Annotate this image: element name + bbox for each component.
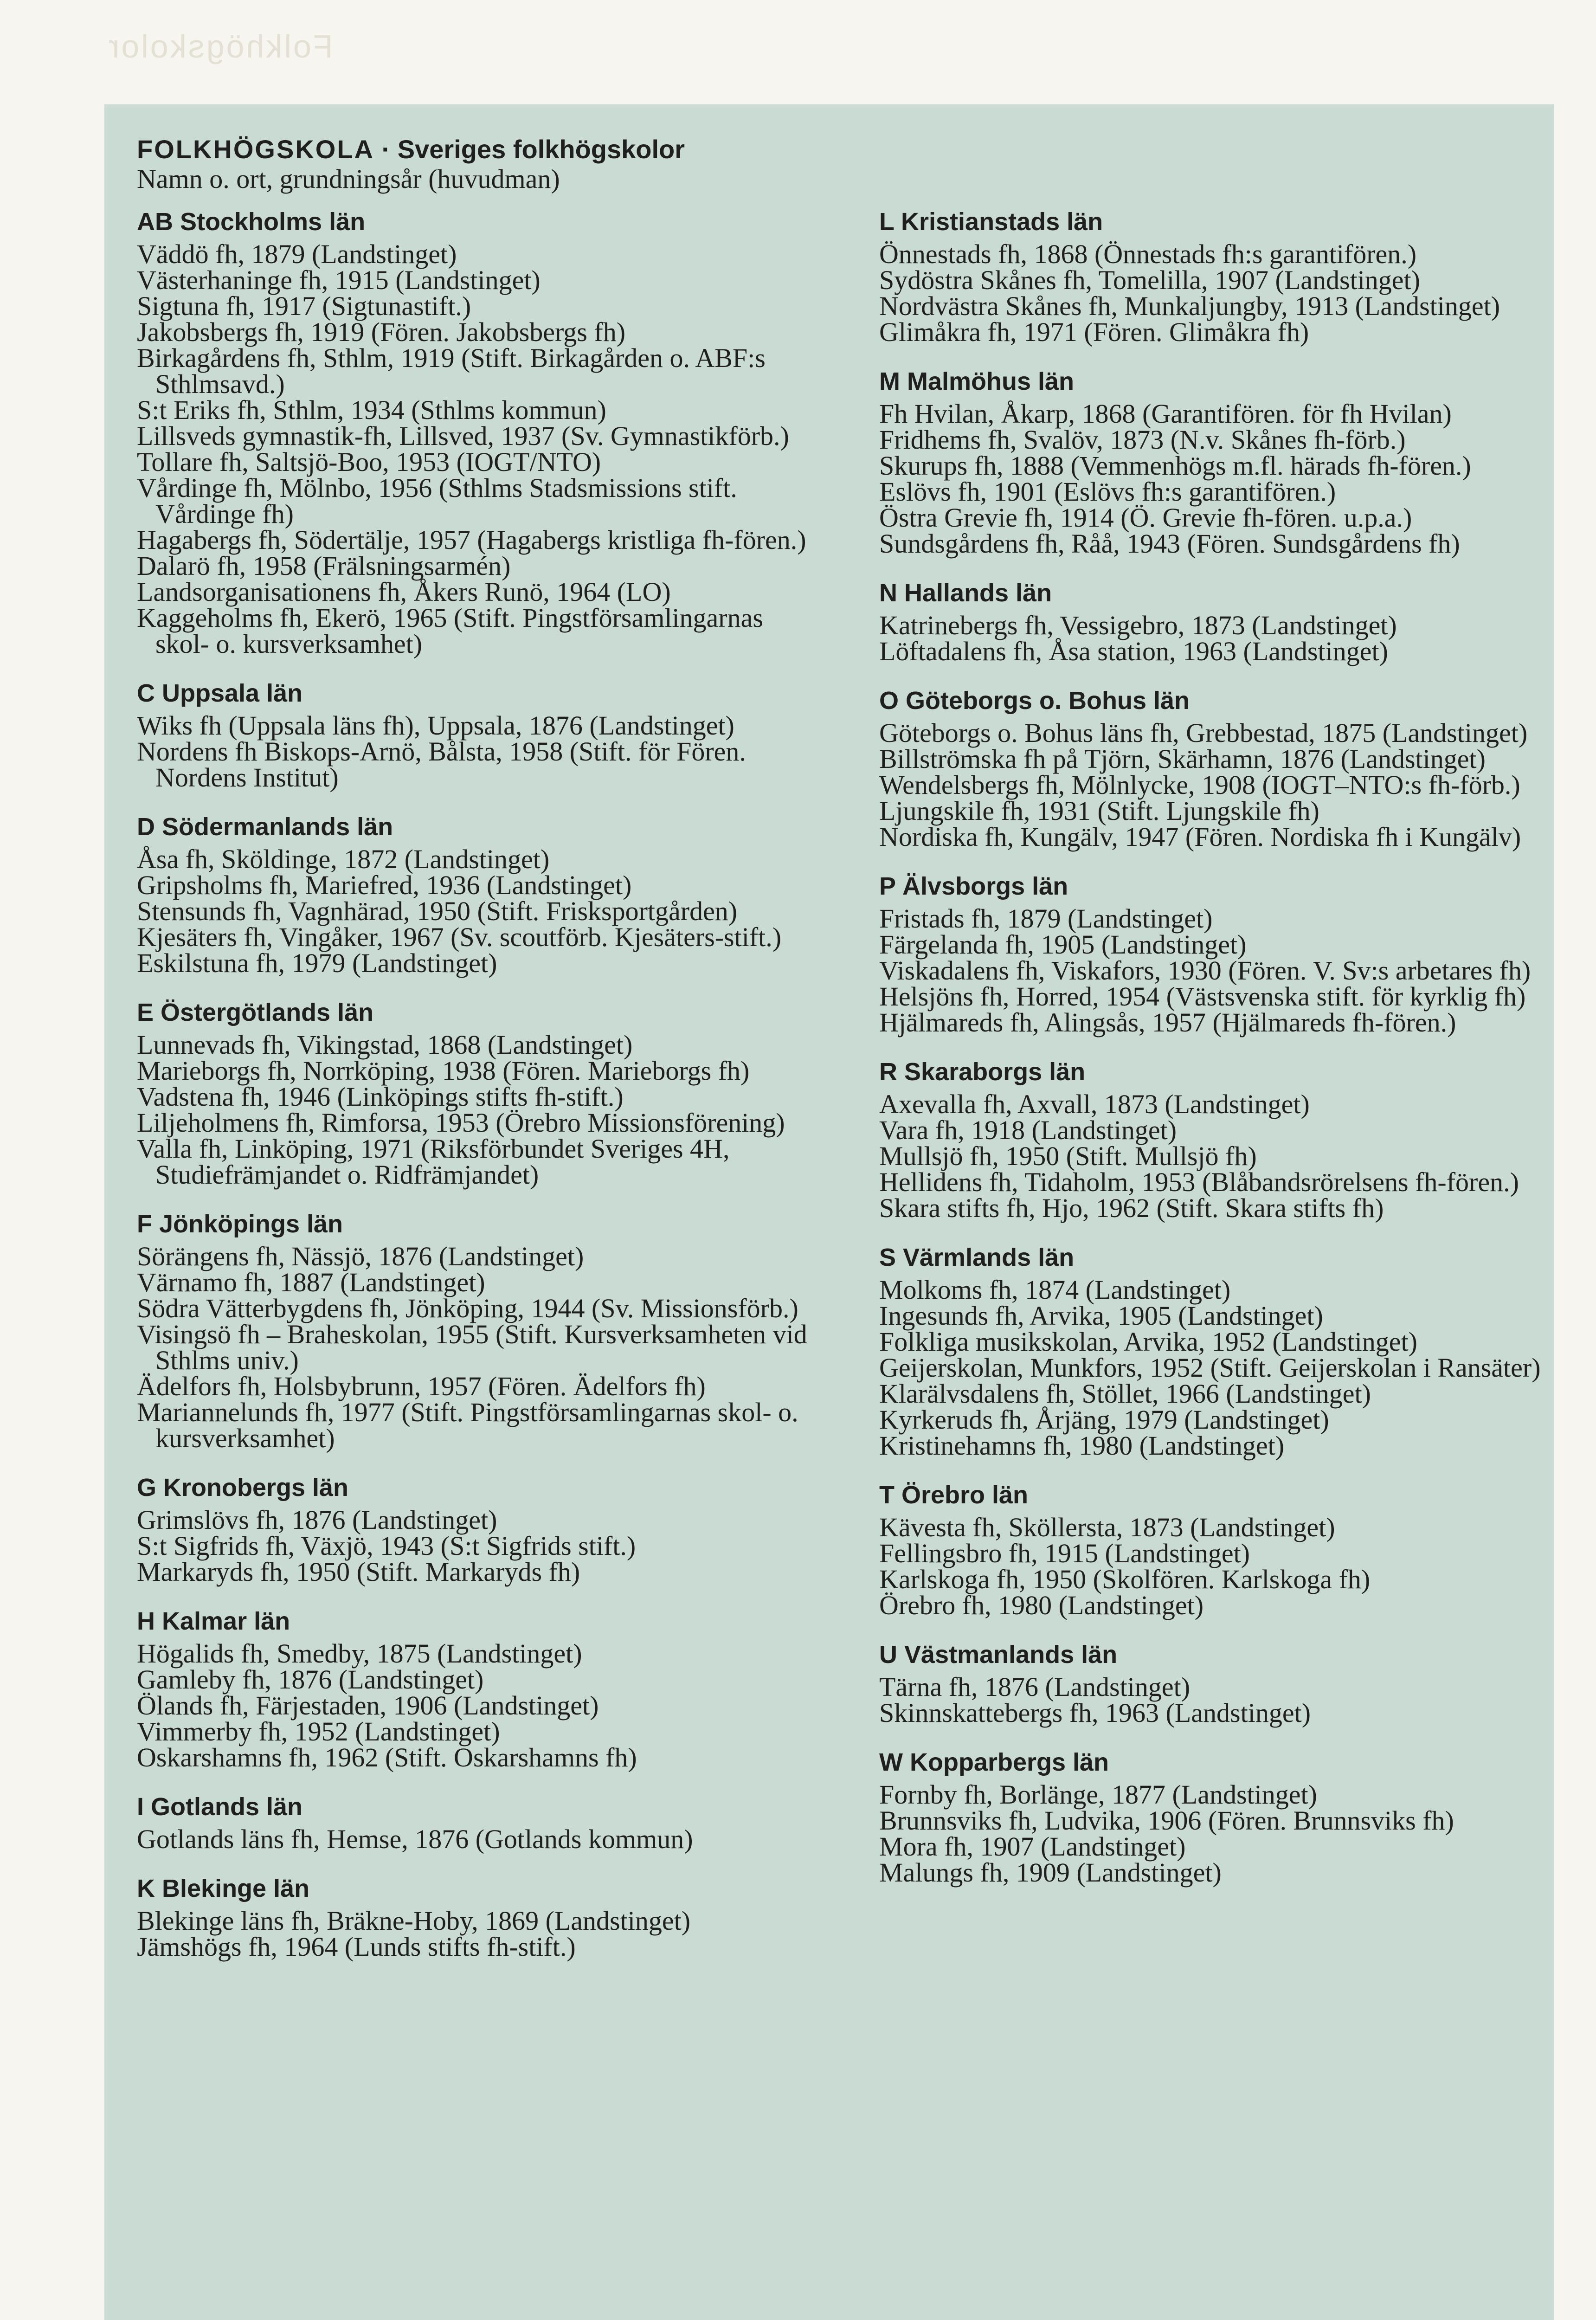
school-entry: Mullsjö fh, 1950 (Stift. Mullsjö fh) xyxy=(879,1141,1257,1171)
school-entry: Birkagårdens fh, Sthlm, 1919 (Stift. Birkagården o. ABF:s Sthlmsavd.) xyxy=(137,343,766,399)
county-section xyxy=(879,207,1552,345)
school-entry: Sundsgårdens fh, Råå, 1943 (Fören. Sundsgårdens fh) xyxy=(879,528,1460,559)
county-heading: S Värmlands län xyxy=(879,1244,1075,1271)
county-heading: L Kristianstads län xyxy=(879,208,1103,236)
school-entry: Nordvästra Skånes fh, Munkaljungby, 1913 (Landstinget) xyxy=(879,291,1500,321)
county-section xyxy=(879,1480,1552,1618)
school-entry: Kaggeholms fh, Ekerö, 1965 (Stift. Pingstförsamlingarnas skol- o. kursverksamhet) xyxy=(137,603,763,659)
school-entry: Hellidens fh, Tidaholm, 1953 (Blåbandsrörelsens fh-fören.) xyxy=(879,1167,1519,1197)
panel-legend: Namn o. ort, grundningsår (huvudman) xyxy=(137,164,560,194)
county-section xyxy=(879,1747,1552,1886)
school-entry: Önnestads fh, 1868 (Önnestads fh:s garantifören.) xyxy=(879,239,1417,269)
school-entry: Kristinehamns fh, 1980 (Landstinget) xyxy=(879,1431,1285,1461)
school-entry: Mariannelunds fh, 1977 (Stift. Pingstförsamlingarnas skol- o. kursverksamhet) xyxy=(137,1397,798,1453)
county-section xyxy=(137,1209,810,1451)
school-entry: Visingsö fh – Braheskolan, 1955 (Stift. Kursverksamheten vid Sthlms univ.) xyxy=(137,1319,807,1375)
school-entry: Sörängens fh, Nässjö, 1876 (Landstinget) xyxy=(137,1241,584,1271)
county-heading: U Västmanlands län xyxy=(879,1641,1118,1669)
county-heading: C Uppsala län xyxy=(137,679,303,707)
school-entry: Marieborgs fh, Norrköping, 1938 (Fören. Marieborgs fh) xyxy=(137,1056,750,1086)
school-entry: Eslövs fh, 1901 (Eslövs fh:s garantifören.) xyxy=(879,477,1336,507)
school-entry: Helsjöns fh, Horred, 1954 (Västsvenska stift. för kyrklig fh) xyxy=(879,981,1526,1012)
school-entry: Vimmerby fh, 1952 (Landstinget) xyxy=(137,1716,500,1746)
school-entry: Södra Vätterbygdens fh, Jönköping, 1944 (Sv. Missionsförb.) xyxy=(137,1293,798,1323)
county-section xyxy=(879,686,1552,850)
school-entry: Nordens fh Biskops-Arnö, Bålsta, 1958 (Stift. för Fören. Nordens Institut) xyxy=(137,736,746,793)
school-entry: Ljungskile fh, 1931 (Stift. Ljungskile fh) xyxy=(879,796,1319,826)
county-heading: E Östergötlands län xyxy=(137,999,374,1026)
school-entry: S:t Eriks fh, Sthlm, 1934 (Sthlms kommun) xyxy=(137,395,606,425)
school-entry: Gotlands läns fh, Hemse, 1876 (Gotlands kommun) xyxy=(137,1824,693,1854)
school-entry: Göteborgs o. Bohus läns fh, Grebbestad, 1875 (Landstinget) xyxy=(879,718,1528,748)
county-section xyxy=(137,1792,810,1852)
school-entry: Fornby fh, Borlänge, 1877 (Landstinget) xyxy=(879,1779,1317,1810)
county-heading: T Örebro län xyxy=(879,1481,1029,1509)
school-entry: Brunnsviks fh, Ludvika, 1906 (Fören. Brunnsviks fh) xyxy=(879,1805,1454,1836)
county-heading: N Hallands län xyxy=(879,579,1052,607)
school-entry: Vara fh, 1918 (Landstinget) xyxy=(879,1115,1177,1145)
school-entry: Löftadalens fh, Åsa station, 1963 (Landstinget) xyxy=(879,636,1388,666)
school-entry: Liljeholmens fh, Rimforsa, 1953 (Örebro Missionsförening) xyxy=(137,1108,785,1138)
county-heading: I Gotlands län xyxy=(137,1793,303,1821)
school-entry: Vadstena fh, 1946 (Linköpings stifts fh-stift.) xyxy=(137,1082,624,1112)
title-subtitle: Sveriges folkhögskolor xyxy=(397,135,685,164)
school-entry: Karlskoga fh, 1950 (Skolfören. Karlskoga fh) xyxy=(879,1564,1371,1594)
school-entry: Ingesunds fh, Arvika, 1905 (Landstinget) xyxy=(879,1301,1323,1331)
title-keyword: FOLKHÖGSKOLA xyxy=(137,135,374,164)
county-section xyxy=(879,1243,1552,1459)
county-heading: O Göteborgs o. Bohus län xyxy=(879,687,1190,715)
school-entry: Viskadalens fh, Viskafors, 1930 (Fören. V. Sv:s arbetares fh) xyxy=(879,955,1531,986)
school-entry: Wiks fh (Uppsala läns fh), Uppsala, 1876 (Landstinget) xyxy=(137,710,734,741)
school-entry: Vårdinge fh, Mölnbo, 1956 (Sthlms Stadsmissions stift. Vårdinge fh) xyxy=(137,473,737,529)
school-entry: Nordiska fh, Kungälv, 1947 (Fören. Nordiska fh i Kungälv) xyxy=(879,822,1521,852)
school-entry: Jakobsbergs fh, 1919 (Fören. Jakobsbergs fh) xyxy=(137,317,626,347)
county-heading: D Södermanlands län xyxy=(137,813,393,841)
county-heading: K Blekinge län xyxy=(137,1875,310,1902)
bleed-through-text: Folkhögskolor xyxy=(107,28,333,64)
school-entry: Markaryds fh, 1950 (Stift. Markaryds fh) xyxy=(137,1557,580,1587)
county-heading: M Malmöhus län xyxy=(879,367,1075,395)
school-entry: Skara stifts fh, Hjo, 1962 (Stift. Skara stifts fh) xyxy=(879,1193,1384,1223)
school-entry: Folkliga musikskolan, Arvika, 1952 (Landstinget) xyxy=(879,1327,1417,1357)
school-entry: Ölands fh, Färjestaden, 1906 (Landstinget) xyxy=(137,1690,599,1721)
school-entry: Dalarö fh, 1958 (Frälsningsarmén) xyxy=(137,551,511,581)
school-entry: Lillsveds gymnastik-fh, Lillsved, 1937 (Sv. Gymnastikförb.) xyxy=(137,421,789,451)
school-entry: Jämshögs fh, 1964 (Lunds stifts fh-stift.) xyxy=(137,1932,576,1962)
school-entry: Fellingsbro fh, 1915 (Landstinget) xyxy=(879,1538,1250,1568)
school-entry: Västerhaninge fh, 1915 (Landstinget) xyxy=(137,265,541,295)
school-entry: Malungs fh, 1909 (Landstinget) xyxy=(879,1857,1222,1888)
school-entry: Kjesäters fh, Vingåker, 1967 (Sv. scoutförb. Kjesäters-stift.) xyxy=(137,922,782,952)
school-entry: Blekinge läns fh, Bräkne-Hoby, 1869 (Landstinget) xyxy=(137,1906,691,1936)
columns xyxy=(137,207,1541,1981)
school-entry: Färgelanda fh, 1905 (Landstinget) xyxy=(879,929,1247,960)
school-entry: Axevalla fh, Axvall, 1873 (Landstinget) xyxy=(879,1089,1310,1119)
county-section xyxy=(879,367,1552,557)
county-section xyxy=(879,578,1552,664)
folkhogskola-panel xyxy=(104,104,1554,2320)
county-heading: G Kronobergs län xyxy=(137,1474,349,1502)
school-entry: Fh Hvilan, Åkarp, 1868 (Garantifören. för fh Hvilan) xyxy=(879,399,1452,429)
county-heading: F Jönköpings län xyxy=(137,1210,343,1238)
school-entry: Hagabergs fh, Södertälje, 1957 (Hagabergs kristliga fh-fören.) xyxy=(137,525,806,555)
school-entry: Grimslövs fh, 1876 (Landstinget) xyxy=(137,1505,497,1535)
school-entry: Sigtuna fh, 1917 (Sigtunastift.) xyxy=(137,291,471,321)
school-entry: Molkoms fh, 1874 (Landstinget) xyxy=(879,1275,1231,1305)
school-entry: Lunnevads fh, Vikingstad, 1868 (Landstinget) xyxy=(137,1030,633,1060)
school-entry: Örebro fh, 1980 (Landstinget) xyxy=(879,1590,1204,1620)
school-entry: Geijerskolan, Munkfors, 1952 (Stift. Geijerskolan i Ransäter) xyxy=(879,1353,1541,1383)
county-section xyxy=(879,1057,1552,1221)
school-entry: Kyrkeruds fh, Årjäng, 1979 (Landstinget) xyxy=(879,1405,1329,1435)
school-entry: Skurups fh, 1888 (Vemmenhögs m.fl. härads fh-fören.) xyxy=(879,451,1471,481)
county-heading: AB Stockholms län xyxy=(137,208,366,236)
school-entry: Östra Grevie fh, 1914 (Ö. Grevie fh-fören. u.p.a.) xyxy=(879,503,1412,533)
panel-title xyxy=(137,135,1526,164)
school-entry: Tollare fh, Saltsjö-Boo, 1953 (IOGT/NTO) xyxy=(137,447,601,477)
school-entry: Hjälmareds fh, Alingsås, 1957 (Hjälmareds fh-fören.) xyxy=(879,1007,1456,1038)
school-entry: Åsa fh, Sköldinge, 1872 (Landstinget) xyxy=(137,844,550,874)
county-section xyxy=(137,1473,810,1585)
county-heading: W Kopparbergs län xyxy=(879,1748,1109,1776)
school-entry: Klarälvsdalens fh, Stöllet, 1966 (Landstinget) xyxy=(879,1379,1371,1409)
county-heading: H Kalmar län xyxy=(137,1607,290,1635)
county-section xyxy=(137,1874,810,1960)
school-entry: Stensunds fh, Vagnhärad, 1950 (Stift. Frisksportgården) xyxy=(137,896,738,926)
county-section xyxy=(137,998,810,1188)
school-entry: Mora fh, 1907 (Landstinget) xyxy=(879,1831,1186,1862)
school-entry: Sydöstra Skånes fh, Tomelilla, 1907 (Landstinget) xyxy=(879,265,1420,295)
county-heading: P Älvsborgs län xyxy=(879,872,1068,900)
school-entry: Ädelfors fh, Holsbybrunn, 1957 (Fören. Ädelfors fh) xyxy=(137,1371,706,1401)
county-section xyxy=(137,1606,810,1771)
school-entry: Wendelsbergs fh, Mölnlycke, 1908 (IOGT–NTO:s fh-förb.) xyxy=(879,770,1520,800)
school-entry: Gamleby fh, 1876 (Landstinget) xyxy=(137,1664,484,1695)
school-entry: Skinnskattebergs fh, 1963 (Landstinget) xyxy=(879,1698,1311,1728)
school-entry: Fridhems fh, Svalöv, 1873 (N.v. Skånes fh-förb.) xyxy=(879,425,1406,455)
county-heading: R Skaraborgs län xyxy=(879,1058,1086,1086)
left-column xyxy=(137,207,810,1981)
right-column xyxy=(879,207,1552,1981)
school-entry: Tärna fh, 1876 (Landstinget) xyxy=(879,1672,1191,1702)
county-section xyxy=(879,1640,1552,1726)
school-entry: Högalids fh, Smedby, 1875 (Landstinget) xyxy=(137,1638,582,1669)
school-entry: Fristads fh, 1879 (Landstinget) xyxy=(879,903,1213,934)
school-entry: Billströmska fh på Tjörn, Skärhamn, 1876 (Landstinget) xyxy=(879,744,1486,774)
county-section xyxy=(137,207,810,657)
school-entry: Glimåkra fh, 1971 (Fören. Glimåkra fh) xyxy=(879,317,1309,347)
county-section xyxy=(879,871,1552,1036)
school-entry: Väddö fh, 1879 (Landstinget) xyxy=(137,239,457,269)
school-entry: Valla fh, Linköping, 1971 (Riksförbundet Sveriges 4H, Studiefrämjandet o. Ridfrämjandet) xyxy=(137,1134,730,1190)
school-entry: Katrinebergs fh, Vessigebro, 1873 (Landstinget) xyxy=(879,610,1397,640)
title-separator: · xyxy=(381,135,391,164)
school-entry: Eskilstuna fh, 1979 (Landstinget) xyxy=(137,948,497,978)
county-section xyxy=(137,812,810,976)
school-entry: Kävesta fh, Sköllersta, 1873 (Landstinget) xyxy=(879,1512,1335,1542)
county-section xyxy=(137,678,810,791)
school-entry: Landsorganisationens fh, Åkers Runö, 1964 (LO) xyxy=(137,577,671,607)
school-entry: S:t Sigfrids fh, Växjö, 1943 (S:t Sigfrids stift.) xyxy=(137,1531,636,1561)
school-entry: Oskarshamns fh, 1962 (Stift. Oskarshamns fh) xyxy=(137,1742,637,1772)
school-entry: Gripsholms fh, Mariefred, 1936 (Landstinget) xyxy=(137,870,632,900)
school-entry: Värnamo fh, 1887 (Landstinget) xyxy=(137,1267,485,1297)
